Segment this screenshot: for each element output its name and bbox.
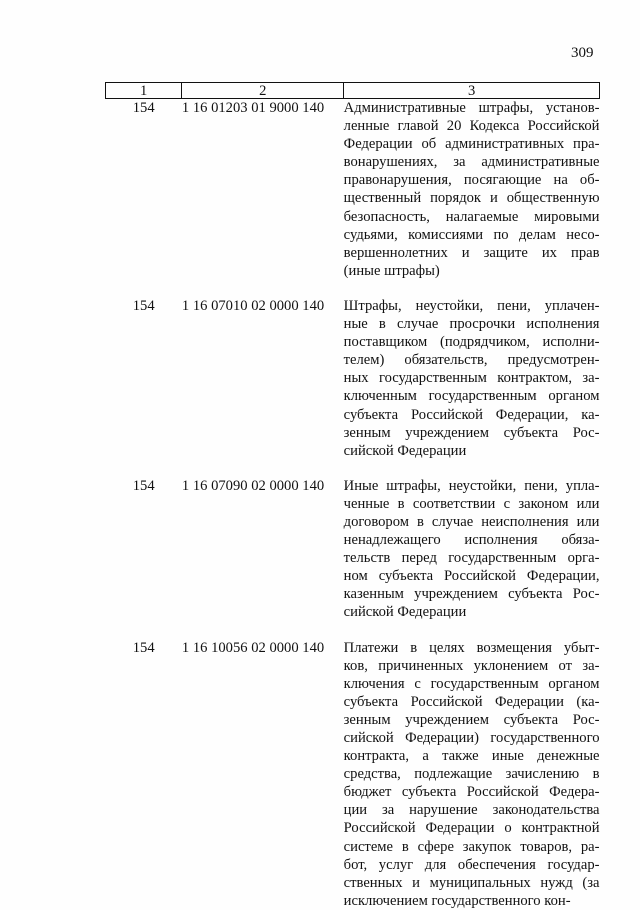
- description-line: зенным учреждением субъекта Рос-: [343, 424, 600, 441]
- description-line: Российской Федерации о контрактной: [343, 820, 600, 837]
- table-header-row: [106, 83, 600, 99]
- description-line: Платежи в целях возмещения убыт-: [343, 639, 600, 656]
- description-line: ные в случае просрочки исполнения: [343, 316, 600, 333]
- kbk-code-cell: 1 16 07090 02 0000 140: [181, 477, 325, 494]
- description-line: системе в сфере закупок товаров, ра-: [343, 838, 600, 855]
- description-line: субъекта Российской Федерации (ка-: [343, 693, 600, 710]
- admin-code-cell: 154: [132, 100, 155, 116]
- description-line: исключением государственного кон-: [343, 892, 571, 909]
- description-line: вершеннолетних и защите их прав: [343, 244, 600, 261]
- description-line: ных государственным контрактом, за-: [343, 370, 600, 387]
- description-cell: [344, 639, 600, 910]
- description-line: Штрафы, неустойки, пени, уплачен-: [343, 297, 600, 314]
- column-header: 3: [344, 83, 600, 99]
- table-row: [106, 99, 600, 280]
- admin-code-cell: 154: [132, 639, 155, 656]
- column-header: 2: [182, 83, 344, 99]
- page-number: 309: [571, 45, 594, 61]
- row-spacer: [106, 280, 600, 297]
- description-line: (иные штрафы): [343, 262, 440, 279]
- description-line: телем) обязательств, предусмотрен-: [343, 352, 600, 369]
- budget-classification-table: [105, 82, 600, 910]
- row-spacer-cell: [106, 280, 600, 297]
- description-line: Иные штрафы, неустойки, пени, упла-: [343, 477, 600, 494]
- description-line: ленные главой 20 Кодекса Российской: [343, 118, 600, 135]
- description-line: контракта, а также иные денежные: [343, 748, 600, 765]
- column-header: 1: [106, 83, 182, 99]
- description-line: Административные штрафы, установ-: [343, 100, 600, 116]
- row-spacer-cell: [106, 622, 600, 639]
- kbk-code-cell: 1 16 01203 01 9000 140: [181, 100, 325, 116]
- description-line: безопасность, налагаемые мировыми: [343, 208, 600, 225]
- description-line: ном субъекта Российской Федерации,: [343, 568, 600, 585]
- description-line: Федерации об административных пра-: [343, 136, 600, 153]
- description-line: бот, услуг для обеспечения государ-: [343, 856, 600, 873]
- description-line: тельств перед государственным орга-: [343, 550, 600, 567]
- description-line: ключения с государственным органом: [343, 675, 600, 692]
- kbk-code-cell: 1 16 07010 02 0000 140: [181, 297, 325, 314]
- row-spacer: [106, 460, 600, 477]
- description-cell: [344, 99, 600, 280]
- description-cell: [344, 477, 600, 622]
- description-line: правонарушения, посягающие на об-: [343, 172, 600, 189]
- description-cell: [344, 297, 600, 460]
- description-line: вонарушениях, за административные: [343, 154, 600, 171]
- description-line: ции за нарушение законодательства: [343, 802, 600, 819]
- description-line: сийской Федерации: [343, 442, 467, 459]
- admin-code-cell: 154: [132, 477, 155, 494]
- kbk-code-cell: 1 16 10056 02 0000 140: [181, 639, 325, 656]
- description-line: договором в случае неисполнения или: [343, 513, 600, 530]
- description-line: казенным учреждением субъекта Рос-: [343, 586, 600, 603]
- table-body: [106, 99, 600, 910]
- row-spacer: [106, 622, 600, 639]
- description-line: ченные в соответствии с законом или: [343, 495, 600, 512]
- description-line: средства, подлежащие зачислению в: [343, 766, 600, 783]
- description-line: ненадлежащего исполнения обяза-: [343, 532, 600, 549]
- description-line: поставщиком (подрядчиком, исполни-: [343, 334, 600, 351]
- admin-code-cell: 154: [132, 297, 155, 314]
- description-line: ков, причиненных уклонением от за-: [343, 657, 600, 674]
- description-line: зенным учреждением субъекта Рос-: [343, 711, 600, 728]
- description-line: субъекта Российской Федерации, ка-: [343, 406, 600, 423]
- description-line: бюджет субъекта Российской Федера-: [343, 784, 600, 801]
- description-line: судьями, комиссиями по делам несо-: [343, 226, 600, 243]
- table-row: [106, 639, 600, 910]
- table-row: [106, 477, 600, 622]
- table-row: [106, 297, 600, 460]
- description-line: сийской Федерации) государственного: [343, 730, 600, 746]
- description-line: ключенным государственным органом: [343, 388, 600, 405]
- description-line: щественный порядок и общественную: [343, 190, 600, 207]
- description-line: сийской Федерации: [343, 604, 467, 621]
- row-spacer-cell: [106, 460, 600, 477]
- description-line: ственных и муниципальных нужд (за: [343, 874, 600, 891]
